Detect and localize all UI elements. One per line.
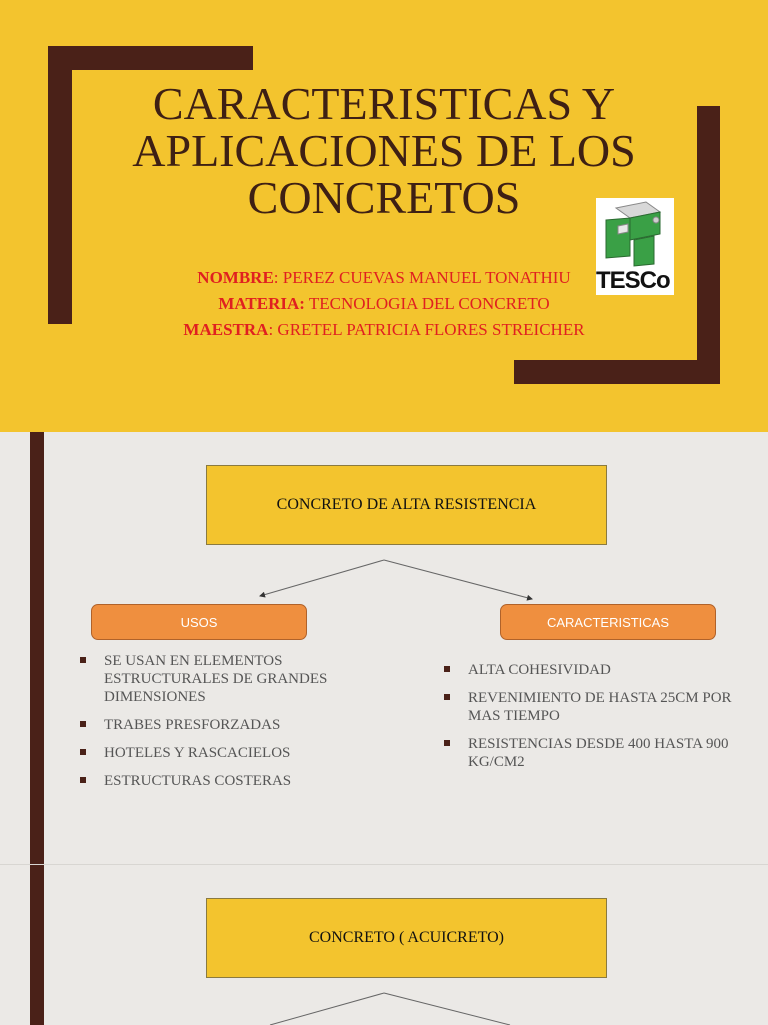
- title-line-2: APLICACIONES DE LOS: [132, 125, 636, 176]
- list-item: SE USAN EN ELEMENTOS ESTRUCTURALES DE GRANDES DIMENSIONES: [80, 652, 370, 706]
- left-bracket-top: [48, 46, 253, 70]
- title-line-3: CONCRETOS: [247, 172, 521, 223]
- slide-title: [90, 80, 678, 221]
- info-nombre-value: PEREZ CUEVAS MANUEL TONATHIU: [278, 268, 571, 287]
- right-bracket-bottom: [514, 360, 720, 384]
- caracteristicas-box: CARACTERISTICAS: [500, 604, 716, 640]
- main-box-alta-resistencia: CONCRETO DE ALTA RESISTENCIA: [206, 465, 607, 545]
- tesco-logo-text: TESCo: [596, 267, 670, 294]
- info-maestra: [120, 320, 648, 340]
- usos-list: [80, 652, 370, 800]
- title-line-1: CARACTERISTICAS Y: [152, 78, 616, 129]
- list-item: ALTA COHESIVIDAD: [444, 661, 734, 679]
- left-bracket-side: [48, 46, 72, 324]
- info-nombre-sep: :: [273, 268, 279, 287]
- tesco-logo-icon: [596, 198, 674, 270]
- concreto-alta-resistencia-slide: [0, 432, 768, 864]
- list-item: HOTELES Y RASCACIELOS: [80, 744, 370, 762]
- list-item: RESISTENCIAS DESDE 400 HASTA 900 KG/CM2: [444, 735, 734, 771]
- caracteristicas-list: [444, 661, 734, 781]
- info-materia-value: TECNOLOGIA DEL CONCRETO: [304, 294, 550, 313]
- list-item: ESTRUCTURAS COSTERAS: [80, 772, 370, 790]
- info-maestra-sep: :: [268, 320, 274, 339]
- acuicreto-connector-lines: [0, 865, 768, 1025]
- info-maestra-label: MAESTRA: [183, 320, 269, 339]
- usos-box: USOS: [91, 604, 307, 640]
- info-materia: [120, 294, 648, 314]
- concreto-acuicreto-slide: [0, 864, 768, 1025]
- info-nombre-label: NOMBRE: [197, 268, 274, 287]
- main-box-acuicreto: CONCRETO ( ACUICRETO): [206, 898, 607, 978]
- info-materia-label: MATERIA:: [218, 294, 305, 313]
- info-nombre: [120, 268, 648, 288]
- list-item: TRABES PRESFORZADAS: [80, 716, 370, 734]
- title-slide: [0, 0, 768, 432]
- right-bracket-side: [697, 106, 720, 384]
- list-item: REVENIMIENTO DE HASTA 25CM POR MAS TIEMPO: [444, 689, 734, 725]
- info-maestra-value: GRETEL PATRICIA FLORES STREICHER: [273, 320, 585, 339]
- tesco-logo: [596, 198, 674, 295]
